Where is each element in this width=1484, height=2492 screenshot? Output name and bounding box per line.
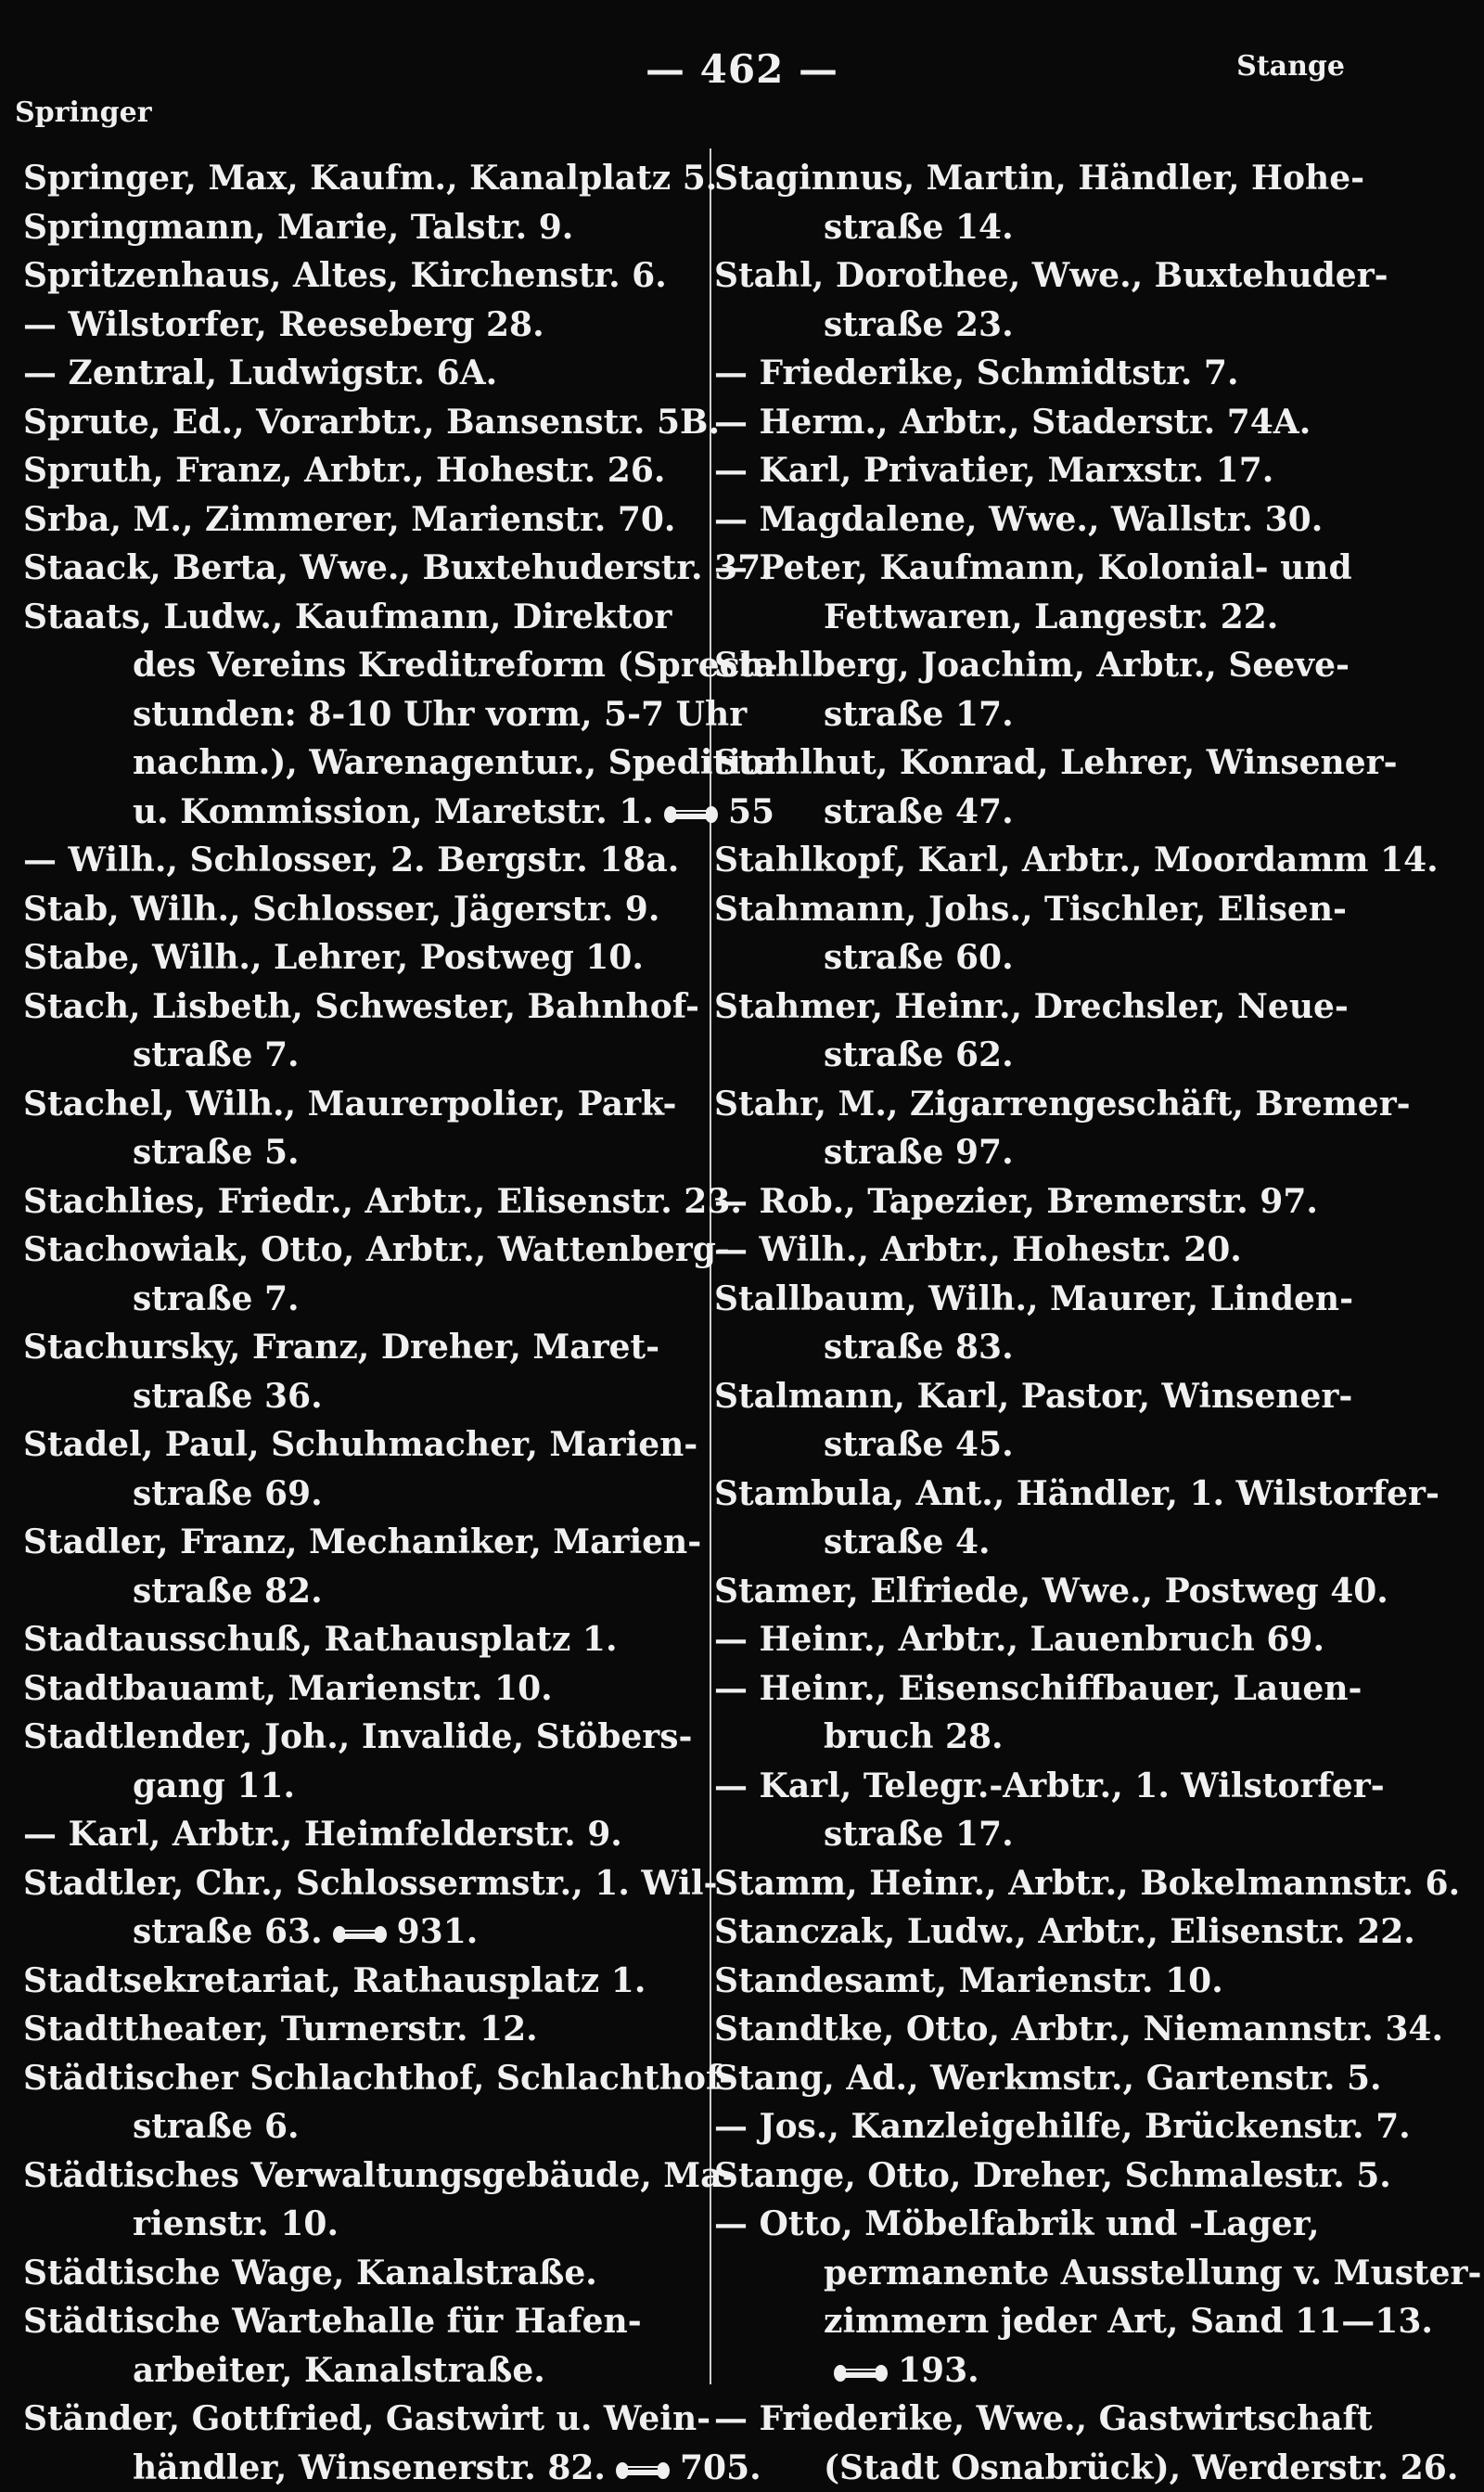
entry-text: Fettwaren, Langestr. 22. xyxy=(824,597,1278,636)
entry-text: — Zentral, Ludwigstr. 6A. xyxy=(23,353,497,392)
entry-line xyxy=(23,203,663,252)
entry-text: straße 62. xyxy=(824,1035,1014,1074)
directory-entry xyxy=(23,203,663,252)
directory-entry xyxy=(23,1810,663,1859)
directory-entry xyxy=(23,1957,663,2006)
directory-entry xyxy=(23,154,663,203)
entry-text: Stanczak, Ludw., Arbtr., Elisenstr. 22. xyxy=(714,1912,1415,1951)
entry-line xyxy=(714,2297,1456,2346)
entry-line xyxy=(23,1664,663,1714)
entry-text: straße 7. xyxy=(133,1279,300,1318)
entry-text: Stadtlender, Joh., Invalide, Stöbers- xyxy=(23,1717,692,1756)
entry-text: Spruth, Franz, Arbtr., Hohestr. 26. xyxy=(23,451,665,490)
directory-entry xyxy=(714,446,1456,495)
entry-line xyxy=(23,933,663,983)
directory-entry xyxy=(23,1080,663,1177)
directory-entry xyxy=(714,2054,1456,2103)
entry-text: Stach, Lisbeth, Schwester, Bahnhof- xyxy=(23,987,699,1026)
entry-text: arbeiter, Kanalstraße. xyxy=(133,2351,545,2390)
entry-text: Stange, Otto, Dreher, Schmalestr. 5. xyxy=(714,2156,1391,2195)
entry-text: — Heinr., Arbtr., Lauenbruch 69. xyxy=(714,1620,1324,1659)
telephone-receiver-icon xyxy=(833,2363,889,2383)
directory-entry xyxy=(714,1859,1456,1908)
entry-line xyxy=(714,1226,1456,1275)
entry-line xyxy=(714,933,1456,983)
directory-entry xyxy=(23,251,663,301)
entry-line xyxy=(23,1031,663,1080)
directory-entry xyxy=(714,1080,1456,1177)
entry-line xyxy=(23,641,663,690)
entry-text: — Wilh., Arbtr., Hohestr. 20. xyxy=(714,1230,1242,1269)
directory-entry xyxy=(23,1226,663,1323)
directory-entry xyxy=(714,2395,1456,2492)
entry-text: straße 23. xyxy=(824,305,1014,344)
entry-line xyxy=(714,593,1456,642)
entry-text: Stachel, Wilh., Maurerpolier, Park- xyxy=(23,1085,676,1124)
entry-text: straße 4. xyxy=(824,1522,991,1561)
entry-line xyxy=(714,641,1456,690)
entry-line xyxy=(23,2102,663,2152)
entry-text: Stadtausschuß, Rathausplatz 1. xyxy=(23,1620,617,1659)
directory-entry xyxy=(714,1567,1456,1616)
entry-text: Stalmann, Karl, Pastor, Winsener- xyxy=(714,1377,1352,1416)
entry-text: händler, Winsenerstr. 82. xyxy=(133,2448,606,2487)
entry-line xyxy=(714,1762,1456,1811)
entry-text: Staats, Ludw., Kaufmann, Direktor xyxy=(23,597,672,636)
entry-line xyxy=(714,2054,1456,2103)
entry-text: stunden: 8-10 Uhr vorm, 5-7 Uhr xyxy=(133,695,747,734)
directory-entry xyxy=(714,1470,1456,1567)
entry-text: — Karl, Telegr.-Arbtr., 1. Wilstorfer- xyxy=(714,1766,1385,1805)
entry-line xyxy=(714,1080,1456,1129)
entry-line xyxy=(714,154,1456,203)
entry-line xyxy=(23,739,663,788)
entry-text: straße 17. xyxy=(824,1815,1014,1854)
entry-text: Stadel, Paul, Schuhmacher, Marien- xyxy=(23,1425,697,1464)
entry-text: Stab, Wilh., Schlosser, Jägerstr. 9. xyxy=(23,890,659,929)
directory-entry xyxy=(714,398,1456,447)
entry-text: Springer, Max, Kaufm., Kanalplatz 5. xyxy=(23,159,717,198)
directory-entry xyxy=(23,2297,663,2395)
entry-line xyxy=(714,1177,1456,1227)
directory-entry xyxy=(23,1859,663,1957)
entry-text: Stachowiak, Otto, Arbtr., Wattenberg- xyxy=(23,1230,730,1269)
entry-line xyxy=(714,885,1456,934)
directory-entry xyxy=(714,1762,1456,1859)
right-column xyxy=(714,154,1456,2492)
directory-entry xyxy=(23,495,663,545)
entry-line xyxy=(714,983,1456,1032)
entry-text: Stahlhut, Konrad, Lehrer, Winsener- xyxy=(714,743,1398,782)
entry-line xyxy=(23,1470,663,1519)
entry-text: straße 6. xyxy=(133,2107,300,2146)
entry-line xyxy=(23,1518,663,1567)
entry-line xyxy=(714,1031,1456,1080)
entry-text: des Vereins Kreditreform (Sprech- xyxy=(133,646,778,685)
telephone-number: 55 xyxy=(728,792,774,831)
entry-text: Städtische Wartehalle für Hafen- xyxy=(23,2302,642,2341)
entry-line xyxy=(714,2346,1456,2396)
directory-entry xyxy=(714,154,1456,251)
directory-entry xyxy=(714,1664,1456,1762)
entry-text: Städtischer Schlachthof, Schlachthof- xyxy=(23,2059,733,2098)
entry-line xyxy=(714,2395,1456,2444)
entry-text: — Wilstorfer, Reeseberg 28. xyxy=(23,305,544,344)
entry-line xyxy=(714,203,1456,252)
entry-line xyxy=(23,251,663,301)
entry-text: Staginnus, Martin, Händler, Hohe- xyxy=(714,159,1364,198)
entry-line xyxy=(714,1859,1456,1908)
entry-text: straße 60. xyxy=(824,938,1014,977)
directory-entry xyxy=(714,739,1456,836)
entry-line xyxy=(23,2297,663,2346)
entry-line xyxy=(23,983,663,1032)
entry-line xyxy=(23,1859,663,1908)
entry-text: — Otto, Möbelfabrik und -Lager, xyxy=(714,2204,1320,2243)
directory-entry xyxy=(714,544,1456,641)
directory-entry xyxy=(714,349,1456,398)
entry-text: Städtische Wage, Kanalstraße. xyxy=(23,2254,597,2293)
entry-text: straße 69. xyxy=(133,1474,323,1513)
directory-entry xyxy=(23,446,663,495)
entry-line xyxy=(714,1664,1456,1714)
directory-entry xyxy=(714,983,1456,1080)
entry-text: bruch 28. xyxy=(824,1717,1004,1756)
entry-line xyxy=(23,2346,663,2396)
entry-line xyxy=(23,349,663,398)
entry-line xyxy=(23,885,663,934)
entry-text: straße 14. xyxy=(824,208,1014,247)
directory-entry xyxy=(23,593,663,837)
entry-line xyxy=(23,2395,663,2444)
entry-line xyxy=(23,690,663,739)
entry-line xyxy=(23,2005,663,2054)
directory-entry xyxy=(23,885,663,934)
running-head-right: Stange xyxy=(1236,50,1345,83)
directory-entry xyxy=(23,1323,663,1420)
entry-text: Stamm, Heinr., Arbtr., Bokelmannstr. 6. xyxy=(714,1864,1460,1903)
entry-text: straße 47. xyxy=(824,792,1014,831)
entry-text: — Heinr., Eisenschiffbauer, Lauen- xyxy=(714,1669,1362,1708)
entry-line xyxy=(714,739,1456,788)
entry-text: — Wilh., Schlosser, 2. Bergstr. 18a. xyxy=(23,841,679,880)
entry-text: — Karl, Arbtr., Heimfelderstr. 9. xyxy=(23,1815,622,1854)
entry-text: Standtke, Otto, Arbtr., Niemannstr. 34. xyxy=(714,2010,1443,2049)
directory-entry xyxy=(714,1372,1456,1470)
entry-text: permanente Ausstellung v. Muster- xyxy=(824,2254,1481,2293)
entry-line xyxy=(23,154,663,203)
entry-text: Städtisches Verwaltungsgebäude, Ma- xyxy=(23,2156,736,2195)
entry-line xyxy=(714,398,1456,447)
entry-text: straße 17. xyxy=(824,695,1014,734)
entry-line xyxy=(23,398,663,447)
directory-entry xyxy=(714,1908,1456,1957)
entry-text: straße 5. xyxy=(133,1133,300,1172)
entry-line xyxy=(23,1323,663,1372)
entry-line xyxy=(23,1567,663,1616)
entry-text: straße 7. xyxy=(133,1035,300,1074)
entry-text: Ständer, Gottfried, Gastwirt u. Wein- xyxy=(23,2399,710,2438)
entry-line xyxy=(714,1713,1456,1762)
entry-line xyxy=(714,690,1456,739)
directory-entry xyxy=(23,1615,663,1664)
entry-text: Springmann, Marie, Talstr. 9. xyxy=(23,208,573,247)
entry-line xyxy=(714,2102,1456,2152)
entry-text: Spritzenhaus, Altes, Kirchenstr. 6. xyxy=(23,256,667,295)
entry-line xyxy=(714,2249,1456,2298)
entry-text: Standesamt, Marienstr. 10. xyxy=(714,1961,1223,2000)
telephone-receiver-icon xyxy=(615,2460,671,2481)
entry-text: straße 82. xyxy=(133,1572,323,1611)
directory-entry xyxy=(23,2152,663,2249)
entry-line xyxy=(714,2005,1456,2054)
entry-line xyxy=(23,495,663,545)
entry-text: Stadler, Franz, Mechaniker, Marien- xyxy=(23,1522,701,1561)
entry-line xyxy=(23,1957,663,2006)
directory-entry xyxy=(714,495,1456,545)
entry-text: (Stadt Osnabrück), Werderstr. 26. xyxy=(824,2448,1458,2487)
entry-text: Stahlkopf, Karl, Arbtr., Moordamm 14. xyxy=(714,841,1439,880)
entry-line xyxy=(714,1470,1456,1519)
directory-entry xyxy=(714,251,1456,349)
telephone-number: 705. xyxy=(680,2448,761,2487)
entry-text: Stachursky, Franz, Dreher, Maret- xyxy=(23,1328,659,1367)
directory-entry xyxy=(714,641,1456,739)
entry-line xyxy=(23,1226,663,1275)
entry-text: Stamer, Elfriede, Wwe., Postweg 40. xyxy=(714,1572,1388,1611)
entry-line xyxy=(714,2444,1456,2492)
directory-entry xyxy=(23,398,663,447)
entry-text: — Peter, Kaufmann, Kolonial- und xyxy=(714,548,1352,587)
entry-text: Stambula, Ant., Händler, 1. Wilstorfer- xyxy=(714,1474,1439,1513)
directory-entry xyxy=(23,301,663,350)
entry-text: Stahl, Dorothee, Wwe., Buxtehuder- xyxy=(714,256,1388,295)
running-head-left: Springer xyxy=(15,96,152,129)
directory-entry xyxy=(714,2005,1456,2054)
entry-line xyxy=(714,1323,1456,1372)
entry-line xyxy=(714,1567,1456,1616)
telephone-receiver-icon xyxy=(332,1924,388,1945)
entry-text: nachm.), Warenagentur., Spedition xyxy=(133,743,787,782)
entry-line xyxy=(714,544,1456,593)
entry-line xyxy=(714,836,1456,885)
directory-entry xyxy=(23,836,663,885)
entry-line xyxy=(23,2152,663,2201)
entry-line xyxy=(23,1128,663,1177)
entry-line xyxy=(23,788,663,837)
entry-text: Stallbaum, Wilh., Maurer, Linden- xyxy=(714,1279,1353,1318)
entry-line xyxy=(714,1810,1456,1859)
entry-line xyxy=(714,1908,1456,1957)
entry-text: straße 97. xyxy=(824,1133,1014,1172)
directory-entry xyxy=(23,1177,663,1227)
directory-entry xyxy=(23,2005,663,2054)
entry-text: straße 36. xyxy=(133,1377,323,1416)
entry-text: — Jos., Kanzleigehilfe, Brückenstr. 7. xyxy=(714,2107,1411,2146)
telephone-number: 193. xyxy=(898,2351,979,2390)
directory-entry xyxy=(23,2395,663,2492)
entry-text: Stadttheater, Turnerstr. 12. xyxy=(23,2010,538,2049)
entry-line xyxy=(23,301,663,350)
directory-entry xyxy=(23,1420,663,1518)
entry-text: Stahmer, Heinr., Drechsler, Neue- xyxy=(714,987,1349,1026)
entry-line xyxy=(23,1908,663,1957)
directory-entry xyxy=(714,1226,1456,1275)
entry-text: Stabe, Wilh., Lehrer, Postweg 10. xyxy=(23,938,644,977)
entry-line xyxy=(23,1080,663,1129)
entry-line xyxy=(23,2249,663,2298)
entry-line xyxy=(23,1275,663,1324)
entry-line xyxy=(23,1420,663,1470)
entry-line xyxy=(714,446,1456,495)
entry-line xyxy=(23,2444,663,2492)
entry-text: u. Kommission, Maretstr. 1. xyxy=(133,792,654,831)
directory-entry xyxy=(23,933,663,983)
directory-entry xyxy=(23,983,663,1080)
entry-text: — Magdalene, Wwe., Wallstr. 30. xyxy=(714,500,1323,539)
entry-text: — Karl, Privatier, Marxstr. 17. xyxy=(714,451,1273,490)
directory-entry xyxy=(23,2054,663,2152)
directory-entry xyxy=(714,885,1456,983)
entry-line xyxy=(714,2200,1456,2249)
entry-text: Srba, M., Zimmerer, Marienstr. 70. xyxy=(23,500,675,539)
entry-text: Stadtler, Chr., Schlossermstr., 1. Wil- xyxy=(23,1864,717,1903)
entry-text: Stadtsekretariat, Rathausplatz 1. xyxy=(23,1961,646,2000)
entry-text: gang 11. xyxy=(133,1766,295,1805)
entry-text: Staack, Berta, Wwe., Buxtehuderstr. 37. xyxy=(23,548,773,587)
directory-entry xyxy=(714,1177,1456,1227)
entry-line xyxy=(714,1372,1456,1421)
entry-line xyxy=(714,301,1456,350)
entry-line xyxy=(714,349,1456,398)
entry-line xyxy=(714,1615,1456,1664)
entry-line xyxy=(714,2152,1456,2201)
entry-line xyxy=(23,1810,663,1859)
telephone-receiver-icon xyxy=(663,804,719,825)
entry-text: Stadtbauamt, Marienstr. 10. xyxy=(23,1669,553,1708)
entry-line xyxy=(23,1372,663,1421)
entry-line xyxy=(714,1128,1456,1177)
entry-text: straße 45. xyxy=(824,1425,1014,1464)
entry-line xyxy=(23,593,663,642)
entry-line xyxy=(23,544,663,593)
entry-text: Stahr, M., Zigarrengeschäft, Bremer- xyxy=(714,1085,1411,1124)
entry-line xyxy=(23,1615,663,1664)
directory-entry xyxy=(23,1518,663,1615)
page-number: — 462 — xyxy=(0,46,1484,92)
entry-text: straße 63. xyxy=(133,1912,323,1951)
entry-line xyxy=(23,1762,663,1811)
entry-text: Sprute, Ed., Vorarbtr., Bansenstr. 5B. xyxy=(23,403,720,442)
entry-line xyxy=(23,836,663,885)
entry-line xyxy=(714,1420,1456,1470)
directory-entry xyxy=(23,1713,663,1810)
directory-entry xyxy=(714,2200,1456,2395)
directory-entry xyxy=(714,1615,1456,1664)
entry-text: zimmern jeder Art, Sand 11—13. xyxy=(824,2302,1433,2341)
entry-text: — Herm., Arbtr., Staderstr. 74A. xyxy=(714,403,1311,442)
entry-line xyxy=(714,1957,1456,2006)
directory-entry xyxy=(714,836,1456,885)
entry-line xyxy=(714,1275,1456,1324)
entry-text: — Friederike, Schmidtstr. 7. xyxy=(714,353,1239,392)
entry-line xyxy=(23,1713,663,1762)
entry-text: — Rob., Tapezier, Bremerstr. 97. xyxy=(714,1182,1318,1221)
directory-entry xyxy=(714,2152,1456,2201)
entry-line xyxy=(23,1177,663,1227)
entry-line xyxy=(23,2200,663,2249)
entry-line xyxy=(714,1518,1456,1567)
entry-line xyxy=(714,495,1456,545)
directory-entry xyxy=(23,349,663,398)
entry-text: Stachlies, Friedr., Arbtr., Elisenstr. 23. xyxy=(23,1182,742,1221)
entry-text: rienstr. 10. xyxy=(133,2204,339,2243)
directory-entry xyxy=(714,1275,1456,1372)
entry-text: straße 83. xyxy=(824,1328,1014,1367)
entry-line xyxy=(714,251,1456,301)
left-column xyxy=(23,154,663,2492)
entry-line xyxy=(23,446,663,495)
entry-line xyxy=(714,788,1456,837)
directory-entry xyxy=(714,2102,1456,2152)
entry-text: Stahlberg, Joachim, Arbtr., Seeve- xyxy=(714,646,1350,685)
directory-entry xyxy=(23,2249,663,2298)
entry-text: Stahmann, Johs., Tischler, Elisen- xyxy=(714,890,1347,929)
entry-line xyxy=(23,2054,663,2103)
directory-entry xyxy=(714,1957,1456,2006)
telephone-number: 931. xyxy=(397,1912,479,1951)
directory-entry xyxy=(23,1664,663,1714)
entry-text: — Friederike, Wwe., Gastwirtschaft xyxy=(714,2399,1373,2438)
directory-entry xyxy=(23,544,663,593)
entry-text: Stang, Ad., Werkmstr., Gartenstr. 5. xyxy=(714,2059,1382,2098)
